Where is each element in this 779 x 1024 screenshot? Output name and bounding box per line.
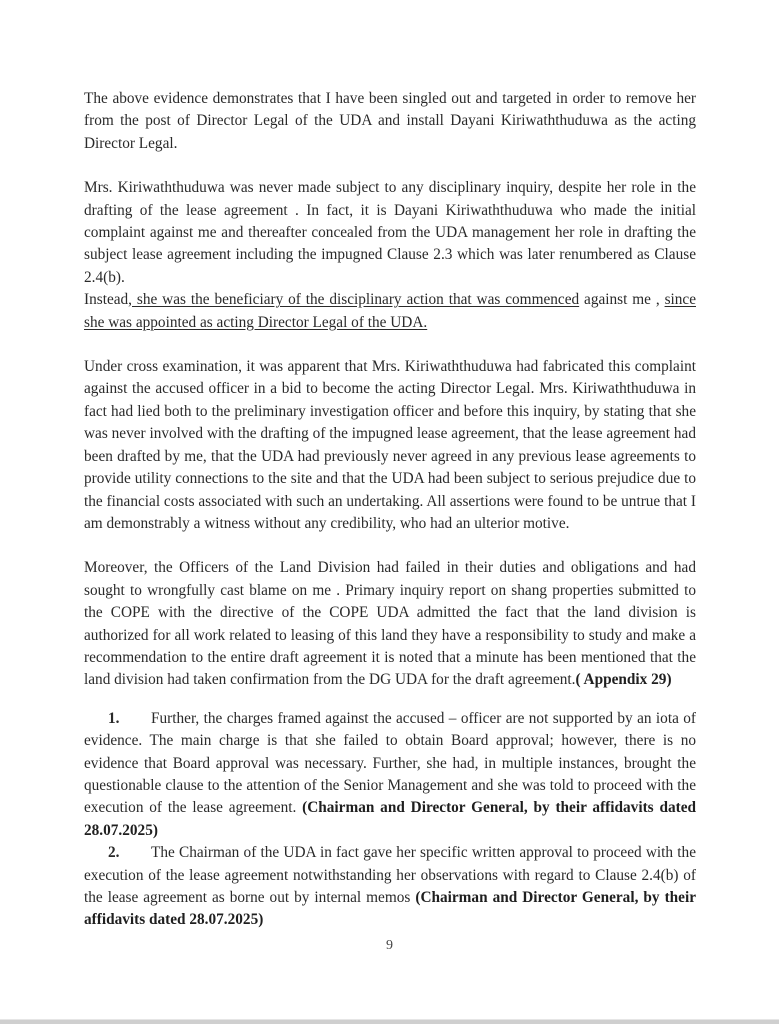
list-item-text: Further, the charges framed against the accused – officer are not supported by an iota of evidence. The main charge is that she failed to obtain Board approval; however, there is no evidence that Board approval was necessary. Further, she had, in multiple instances, brought the questionable clause to the attention of the Senior Management and she was told to proceed with the execution of the lease agreement. (84, 709, 696, 817)
land-division-text: Moreover, the Officers of the Land Division had failed in their duties and obligations and had sought to wrongfully cast blame on me . Primary inquiry report on shang properties submitted to the COPE with the directive of the COPE UDA admitted the fact that the land division is authorized for all work related to leasing of this land they have a responsibility to study and make a recommendation to the entire draft agreement it is noted that a minute has been mentioned that the land division had taken confirmation from the DG UDA for the draft agreement. (84, 559, 696, 689)
underlined-appointed-text: since she was appointed as acting Director Legal of the UDA. (84, 291, 696, 331)
list-item (84, 842, 696, 932)
paragraph-land-division (84, 557, 696, 691)
list-item-reference: (Chairman and Director General, by their affidavits dated 28.07.2025) (84, 799, 696, 839)
instead-middle-text: against me , (579, 291, 665, 309)
paragraph-singled-out: The above evidence demonstrates that I have been singled out and targeted in order to remove her from the post of Director Legal of the UDA and install Dayani Kiriwaththuduwa as the acting Director Legal. (84, 90, 696, 152)
paragraph-kiriwaththuduwa-role (84, 177, 696, 334)
list-item-text: The Chairman of the UDA in fact gave her specific written approval to proceed with the execution of the lease agreement notwithstanding her observations with regard to Clause 2.4(b) of the lease agreement as borne out by internal memos (84, 844, 696, 906)
page-number: 9 (386, 938, 393, 953)
paragraph-cross-examination: Under cross examination, it was apparent that Mrs. Kiriwaththuduwa had fabricated this complaint against the accused officer in a bid to become the acting Director Legal. Mrs. Kiriwaththuduwa in fact had lied both to the preliminary investigation officer and before this inquiry, by stating that she was never involved with the drafting of the impugned lease agreement, that the lease agreement had been drafted by me, that the UDA had previously never agreed in any previous lease agreements to provide utility connections to the site and that the UDA had been subject to serious prejudice due to the financial costs associated with such an undertaking. All assertions were found to be untrue that I am demonstrably a witness without any credibility, who had an ulterior motive. (84, 358, 696, 532)
document-body (84, 88, 696, 932)
numbered-list (84, 708, 696, 932)
paragraph-instead (84, 289, 696, 334)
page-bottom-edge (0, 1019, 779, 1024)
instead-prefix: Instead, (84, 291, 132, 309)
appendix-reference: ( Appendix 29) (575, 671, 672, 689)
list-item-reference: (Chairman and Director General, by their affidavits dated 28.07.2025) (84, 889, 696, 929)
list-item-number: 1. (108, 709, 120, 727)
list-item (84, 708, 696, 842)
underlined-beneficiary-text: she was the beneficiary of the disciplinary action that was commenced (132, 291, 580, 309)
list-item-number: 2. (108, 844, 120, 862)
paragraph-text: Mrs. Kiriwaththuduwa was never made subject to any disciplinary inquiry, despite her role in the drafting of the lease agreement . In fact, it is Dayani Kiriwaththuduwa who made the initial complaint against me and thereafter concealed from the UDA management her role in drafting the subject lease agreement including the impugned Clause 2.3 which was later renumbered as Clause 2.4(b). (84, 179, 696, 286)
